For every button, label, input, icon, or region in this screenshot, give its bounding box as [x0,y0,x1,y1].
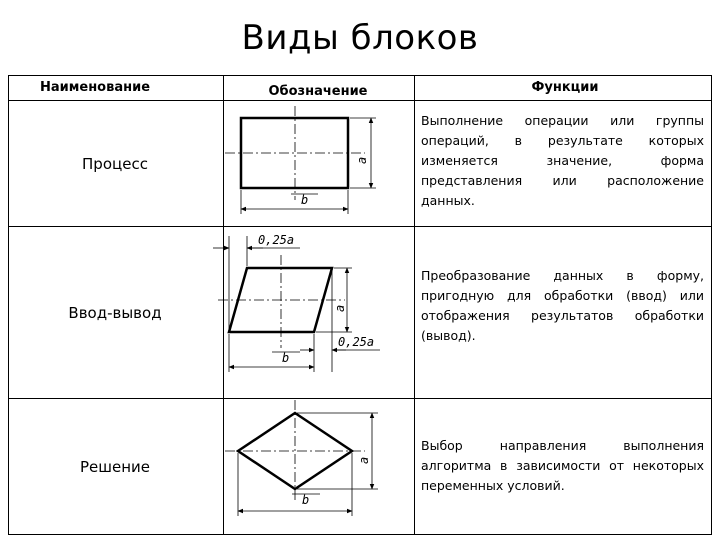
row-function-decision: Выбор направления выполнения алгоритма в зависимости от некоторых переменных условий. [421,438,704,493]
process-symbol [225,106,376,214]
decision-symbol [225,400,378,516]
header-functions: Функции [531,80,599,95]
row-name-process: Процесс [82,155,148,173]
io-dim-b: b [282,351,290,365]
io-dim-right: 0,25a [338,335,375,349]
row-name-decision: Решение [79,458,150,476]
page-title: Виды блоков [241,18,479,58]
row-function-process: Выполнение операции или группы операций, в результате которых изменяется значение, форма представления или расположение данных. [421,113,704,208]
io-dim-a: a [333,304,347,312]
io-dim-top: 0,25a [258,233,295,247]
decision-dim-b: b [302,493,310,507]
io-symbol [213,233,380,372]
row-function-io: Преобразование данных в форму, пригодную для обработки (ввод) или отображения результатов обработки (вывод). [421,268,704,343]
process-dim-b: b [301,193,309,207]
header-name: Наименование [39,80,151,95]
decision-dim-a: a [357,456,371,464]
row-name-io: Ввод-вывод [68,304,162,322]
header-symbol: Обозначение [268,84,368,99]
process-dim-a: a [355,156,369,164]
